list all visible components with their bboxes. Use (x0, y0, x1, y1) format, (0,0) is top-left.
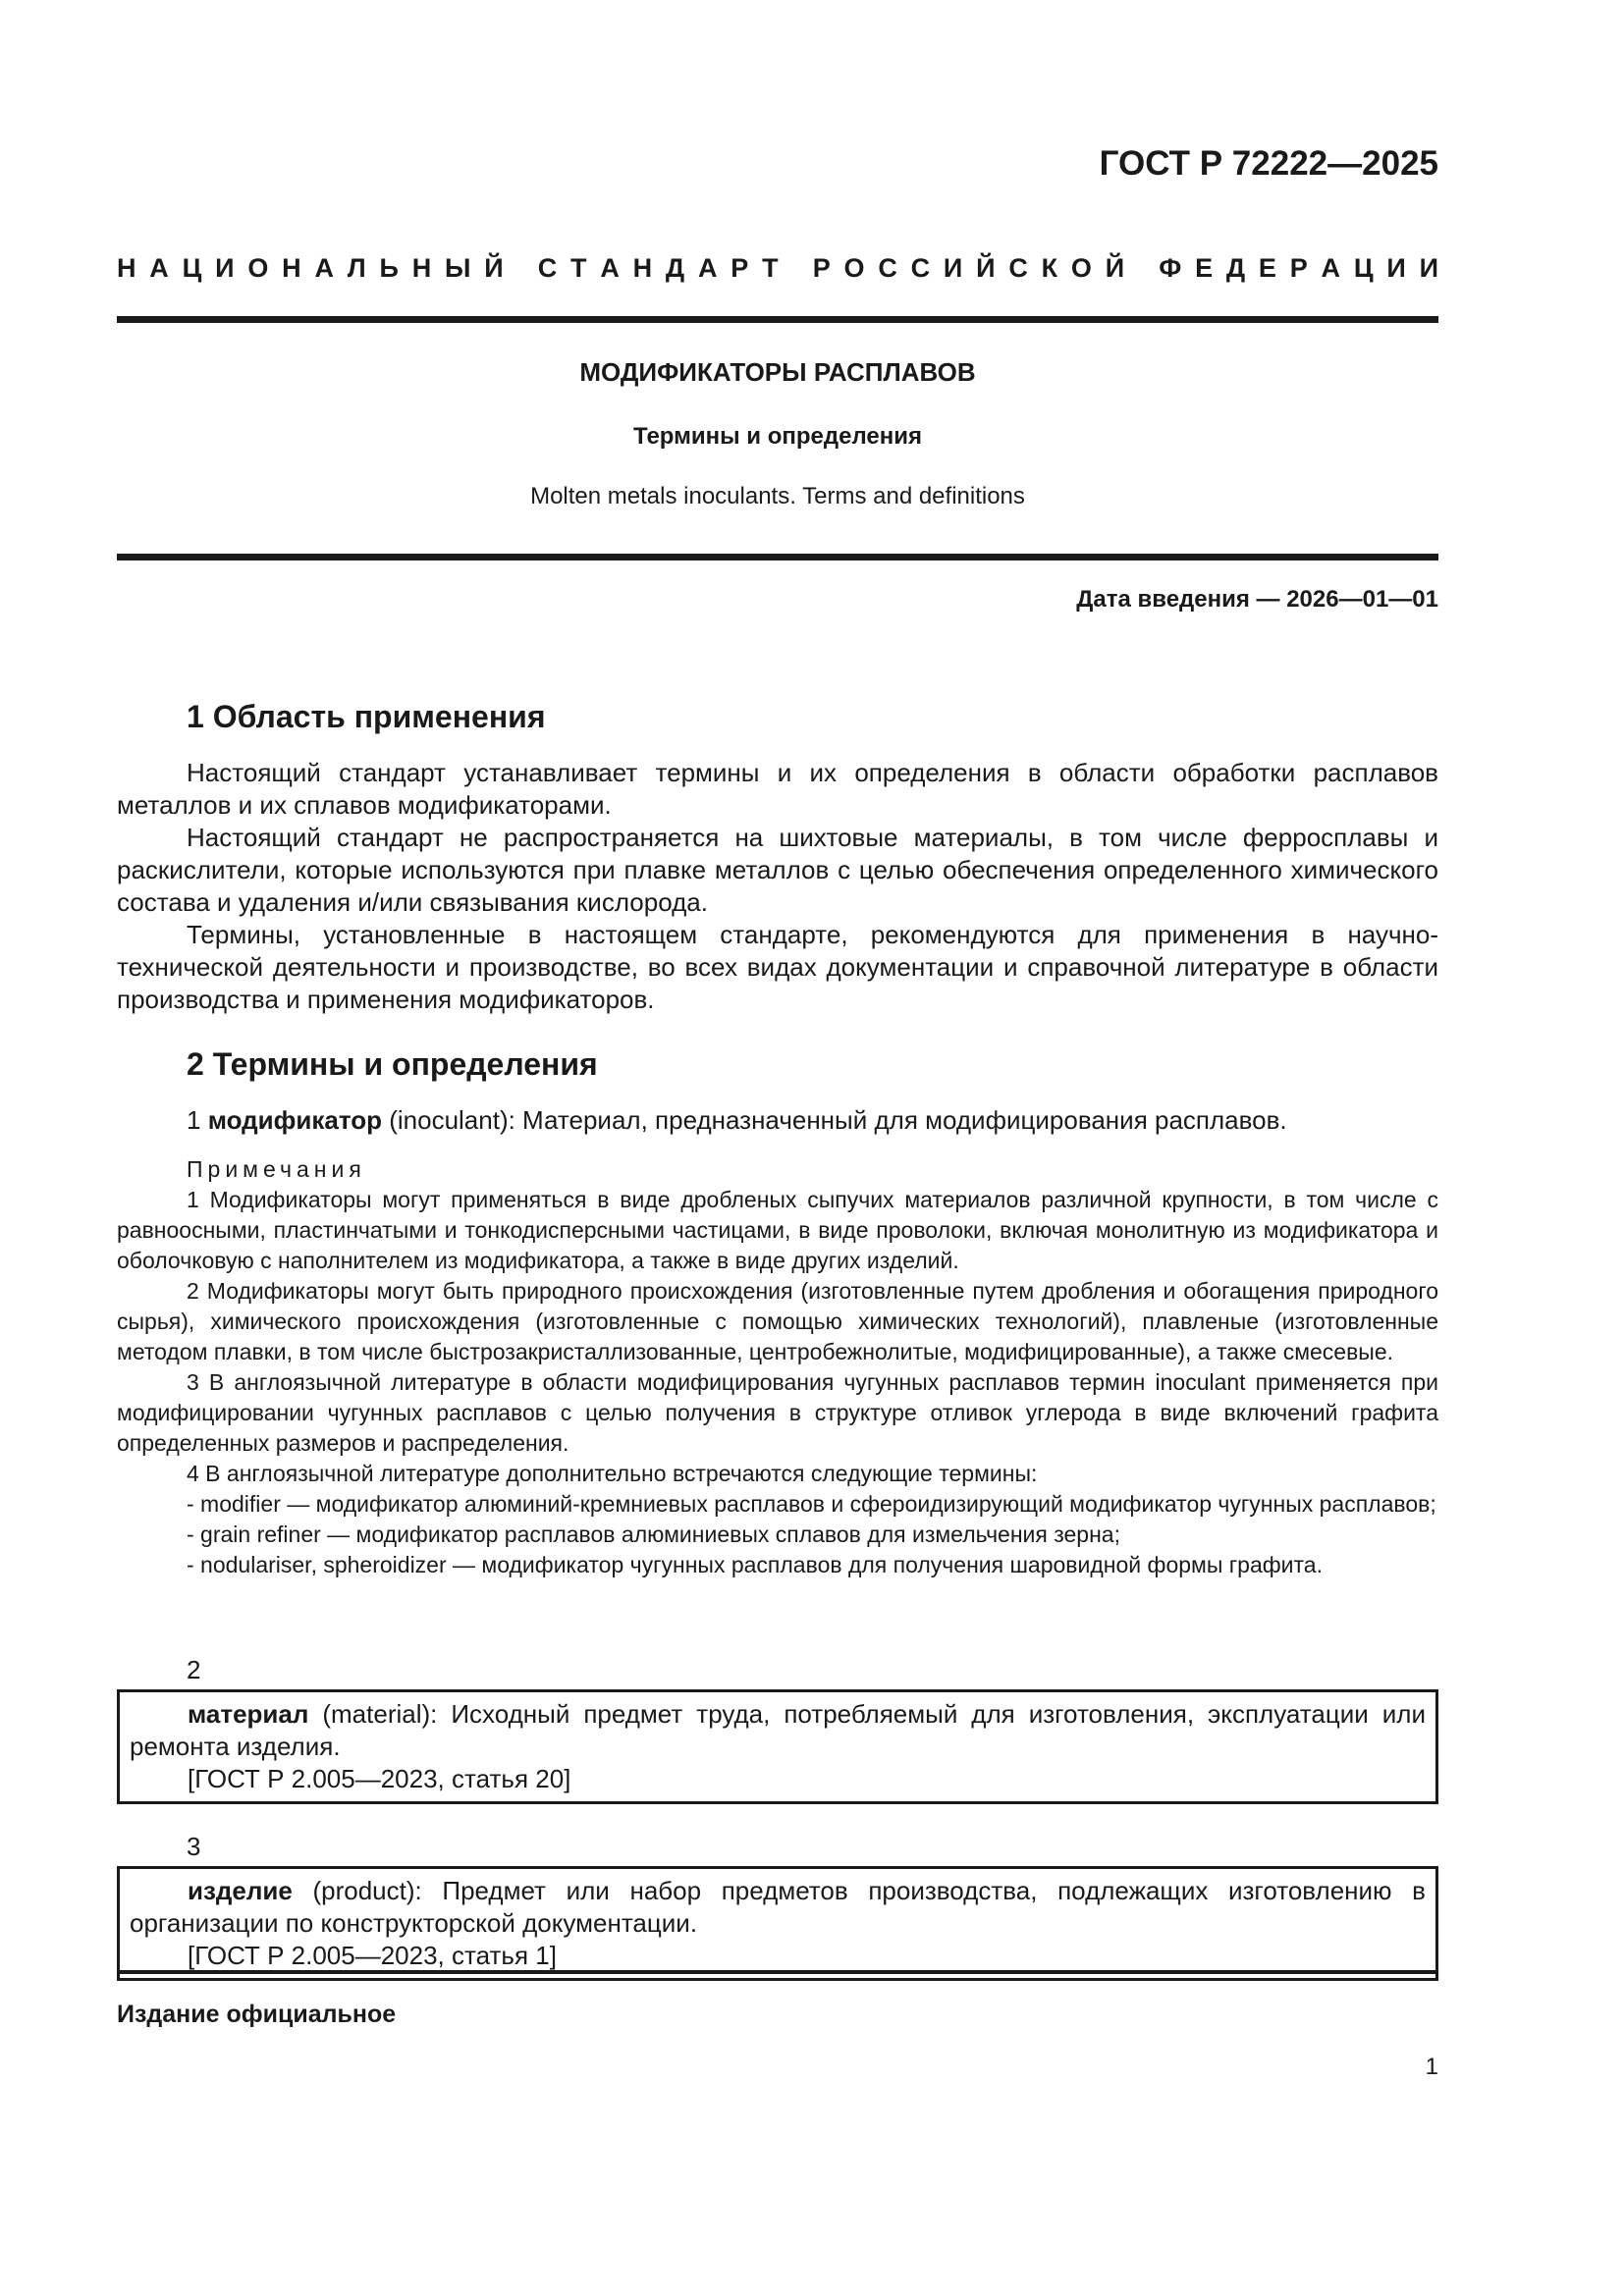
national-standard-banner (117, 253, 1438, 284)
banner-letter: Ы (444, 253, 471, 283)
english-title: Molten metals inoculants. Terms and definitions (530, 483, 1025, 509)
banner-letter: Р (1289, 253, 1308, 283)
banner-letter: И (1386, 253, 1406, 283)
term-1-word: модификатор (207, 1105, 382, 1135)
banner-letter: С (878, 253, 897, 283)
term-3-word: изделие (188, 1876, 293, 1905)
banner-letter: С (910, 253, 931, 283)
banner-letter: О (247, 253, 269, 283)
notes-label: Примечания (187, 1156, 366, 1182)
term-3-box (117, 1866, 1438, 1981)
introduction-date: Дата введения — 2026—01—01 (1076, 586, 1438, 613)
banner-letter: А (149, 253, 169, 283)
section-2-heading: 2 Термины и определения (187, 1046, 598, 1082)
banner-letter: Ь (379, 253, 399, 283)
note-4-item-1: - modifier — модификатор алюминий-кремниевых расплавов и сфероидизирующий модификатор чугунных расплавов; (187, 1491, 1436, 1517)
term-2-number: 2 (187, 1655, 201, 1684)
banner-letter: С (1008, 253, 1028, 283)
banner-letter: Ц (1353, 253, 1374, 283)
page-number: 1 (1425, 2054, 1438, 2080)
edition-label: Издание официальное (117, 2001, 397, 2028)
note-2: 2 Модификаторы могут быть природного происхождения (изготовленные путем дробления и обогащения природного сырья), химического происхождения (изготовленные с помощью химических технологий), плавленые (изготовленные методом плавки, в том числе быстрозакристаллизованные, центробежнолитые, модифицированные), а также смесевые. (117, 1278, 1438, 1364)
note-3: 3 В англоязычной литературе в области модифицирования чугунных расплавов термин inoculant применяется при модифицировании чугунных расплавов с целью получения в структуре отливок углерода в виде включений графита определенных размеров и распределения. (117, 1369, 1438, 1456)
document-number: ГОСТ Р 72222—2025 (1099, 144, 1438, 183)
banner-letter: Н (411, 253, 432, 283)
term-2-box (117, 1689, 1438, 1804)
note-4-item-2: - grain refiner — модификатор расплавов алюминиевых сплавов для измельчения зерна; (187, 1522, 1120, 1547)
banner-letter (516, 253, 524, 284)
banner-letter: И (943, 253, 963, 283)
term-3-definition: (product): Предмет или набор предметов производства, подлежащих изготовлению в организации по конструкторской документации. (130, 1876, 1426, 1938)
banner-letter: И (1419, 253, 1438, 283)
term-1-notes (117, 1154, 1438, 1580)
term-1-number: 1 (187, 1105, 201, 1135)
banner-letter: Л (347, 253, 366, 283)
banner-letter: Т (762, 253, 779, 283)
term-3-number: 3 (187, 1832, 201, 1861)
banner-letter: А (697, 253, 718, 283)
note-1: 1 Модификаторы могут применяться в виде дробленых сыпучих материалов различной крупности, в том числе с равноосными, пластинчатыми и тонкодисперсными частицами, в виде проволоки, включая монолитную из модификатора и оболочковую с наполнителем из модификатора, а также в виде других изделий. (117, 1187, 1438, 1273)
banner-letter: Й (976, 253, 996, 283)
banner-letter: А (314, 253, 334, 283)
scope-paragraph-3: Термины, установленные в настоящем стандарте, рекомендуются для применения в научно-технической деятельности и производстве, во всех видах документации и справочной литературе в области производства и применения модификаторов. (117, 920, 1438, 1014)
banner-letter: Ц (182, 253, 202, 283)
banner-letter: Е (1258, 253, 1276, 283)
banner-letter (1138, 253, 1146, 284)
banner-letter: Н (632, 253, 653, 283)
note-4: 4 В англоязычной литературе дополнительно встречаются следующие термины: (187, 1461, 1038, 1486)
section-1-heading: 1 Область применения (187, 699, 546, 734)
banner-letter: А (600, 253, 620, 283)
term-2-definition: (material): Исходный предмет труда, потребляемый для изготовления, эксплуатации или ремонта изделия. (130, 1699, 1426, 1761)
document-subtitle: Термины и определения (632, 423, 923, 450)
title-divider (117, 554, 1438, 561)
banner-letter (791, 253, 799, 284)
term-1 (117, 1104, 1438, 1137)
banner-letter: Д (665, 253, 685, 283)
term-3-source: [ГОСТ Р 2.005—2023, статья 1] (188, 1941, 557, 1970)
banner-letter: Й (484, 253, 504, 283)
scope-paragraph-1: Настоящий стандарт устанавливает термины и их определения в области обработки расплавов металлов и их сплавов модификаторами. (117, 758, 1438, 820)
term-2-source: [ГОСТ Р 2.005—2023, статья 20] (188, 1764, 571, 1793)
term-2-word: материал (188, 1699, 309, 1729)
banner-letter: Ф (1159, 253, 1182, 283)
banner-letter: О (843, 253, 865, 283)
term-1-definition: (inoculant): Материал, предназначенный для модифицирования расплавов. (381, 1105, 1287, 1135)
banner-letter: Т (570, 253, 587, 283)
banner-letter: Д (1225, 253, 1246, 283)
banner-letter: О (1070, 253, 1092, 283)
note-4-item-3: - nodulariser, spheroidizer — модификатор чугунных расплавов для получения шаровидной формы графита. (187, 1552, 1323, 1577)
footer-divider (117, 1970, 1438, 1974)
document-title: МОДИФИКАТОРЫ РАСПЛАВОВ (579, 357, 976, 387)
banner-letter: Й (1105, 253, 1125, 283)
banner-letter: И (215, 253, 235, 283)
banner-letter: Е (1195, 253, 1214, 283)
banner-letter: Р (812, 253, 831, 283)
scope-paragraph-2: Настоящий стандарт не распространяется на шихтовые материалы, в том числе ферросплавы и раскислители, которые используются при плавке металлов с целью обеспечения определенного химического состава и удаления и/или связывания кислорода. (117, 823, 1438, 917)
section-1-body (117, 757, 1438, 1016)
banner-letter: К (1041, 253, 1058, 283)
top-divider (117, 316, 1438, 323)
banner-letter: Р (731, 253, 749, 283)
banner-letter: Н (282, 253, 301, 283)
banner-letter: А (1321, 253, 1341, 283)
banner-letter: Н (117, 253, 136, 283)
banner-letter: С (537, 253, 558, 283)
